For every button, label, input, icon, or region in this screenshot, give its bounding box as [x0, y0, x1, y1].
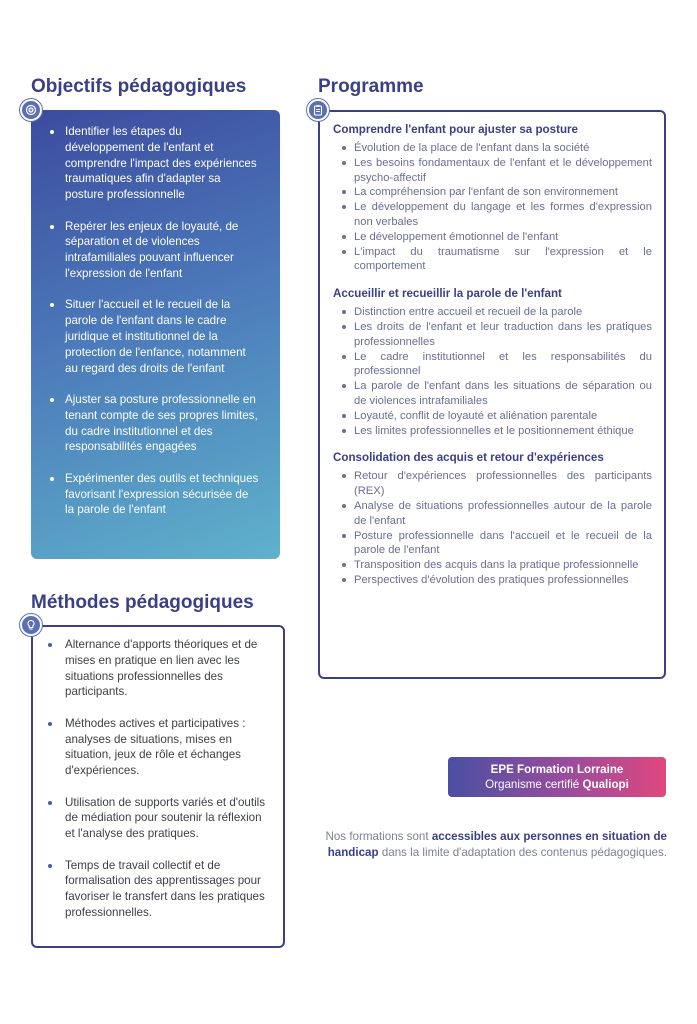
list-item: Les limites professionnelles et le positionnement éthique	[354, 424, 652, 439]
list-item: Perspectives d'évolution des pratiques professionnelles	[354, 573, 652, 588]
list-item: Distinction entre accueil et recueil de la parole	[354, 305, 652, 320]
list-item: Le développement émotionnel de l'enfant	[354, 230, 652, 245]
list-item: Posture professionnelle dans l'accueil et le recueil de la parole de l'enfant	[354, 529, 652, 557]
programme-group	[333, 286, 652, 438]
objectifs-box	[31, 110, 280, 559]
organisme-badge	[448, 757, 666, 797]
list-item: Retour d'expériences professionnelles des participants (REX)	[354, 470, 652, 498]
list-item: Utilisation de supports variés et d'outils de médiation pour soutenir la réflexion et l'analyse des pratiques.	[65, 795, 269, 842]
list-item: L'impact du traumatisme sur l'expression et le comportement	[354, 245, 652, 273]
programme-title: Programme	[318, 76, 424, 97]
organisme-certification	[448, 777, 666, 792]
accessibility-text-2: dans la limite d'adaptation des contenus pédagogiques.	[378, 845, 667, 859]
clipboard-icon	[307, 99, 329, 121]
list-item: Évolution de la place de l'enfant dans la société	[354, 141, 652, 156]
programme-group-title: Consolidation des acquis et retour d'expériences	[333, 451, 604, 465]
list-item: Ajuster sa posture professionnelle en tenant compte de ses propres limites, du cadre institutionnel et des responsabilités engagées	[65, 392, 260, 455]
list-item: Méthodes actives et participatives : analyses de situations, mises en situation, jeux de rôle et échanges d'expériences.	[65, 716, 269, 779]
list-item: La compréhension par l'enfant de son environnement	[354, 185, 652, 200]
methodes-list	[33, 627, 283, 921]
list-item: Expérimenter des outils et techniques favorisant l'expression sécurisée de la parole de l'enfant	[65, 471, 259, 517]
programme-group	[333, 450, 652, 587]
list-item: Les droits de l'enfant et leur traduction dans les pratiques professionnelles	[354, 320, 652, 348]
programme-group-title: Comprendre l'enfant pour ajuster sa posture	[333, 123, 578, 136]
accessibility-text-1: Nos formations sont	[325, 830, 432, 843]
programme-group-title: Accueillir et recueillir la parole de l'enfant	[333, 287, 562, 301]
list-item: Les besoins fondamentaux de l'enfant et le développement psycho-affectif	[354, 156, 652, 184]
list-item: Identifier les étapes du développement de l'enfant et comprendre l'impact des expériences traumatiques afin d'adapter sa posture professionnelle	[65, 124, 260, 203]
programme-list	[333, 305, 652, 438]
list-item: Le développement du langage et les formes d'expression non verbales	[354, 201, 652, 228]
methodes-box	[31, 625, 285, 948]
accessibility-text-bold: accessibles aux personnes en situation de handicap	[327, 830, 667, 859]
organisme-name: EPE Formation Lorraine	[490, 763, 624, 776]
list-item: Analyse de situations professionnelles autour de la parole de l'enfant	[354, 499, 652, 527]
programme-list	[333, 469, 652, 587]
target-icon	[20, 99, 42, 121]
list-item: Loyauté, conflit de loyauté et aliénation parentale	[354, 409, 652, 424]
lightbulb-icon	[20, 614, 42, 636]
list-item: La parole de l'enfant dans les situations de séparation ou de violences intrafamiliales	[354, 380, 652, 407]
accessibility-note	[318, 829, 667, 860]
programme-list	[333, 141, 652, 274]
methodes-title: Méthodes pédagogiques	[31, 592, 254, 613]
certification-label: Organisme certifié	[485, 778, 580, 791]
programme-group	[333, 122, 652, 274]
qualiopi-label: Qualiopi	[582, 778, 629, 791]
list-item: Alternance d'apports théoriques et de mises en pratique en lien avec les situations professionnelles des participants.	[65, 637, 269, 700]
list-item: Repérer les enjeux de loyauté, de séparation et de violences intrafamiliales pouvant influencer l'expression de l'enfant	[65, 219, 260, 282]
programme-box	[318, 110, 666, 679]
list-item: Le cadre institutionnel et les responsabilités du professionnel	[354, 350, 652, 378]
list-item: Situer l'accueil et le recueil de la parole de l'enfant dans le cadre juridique et institutionnel de la protection de l'enfance, notamment au regard des droits de l'enfant	[65, 297, 260, 376]
list-item: Temps de travail collectif et de formalisation des apprentissages pour favoriser le transfert dans les pratiques professionnelles.	[65, 858, 269, 921]
objectifs-title: Objectifs pédagogiques	[31, 76, 247, 97]
objectifs-list	[31, 110, 280, 518]
list-item: Transposition des acquis dans la pratique professionnelle	[354, 558, 652, 573]
